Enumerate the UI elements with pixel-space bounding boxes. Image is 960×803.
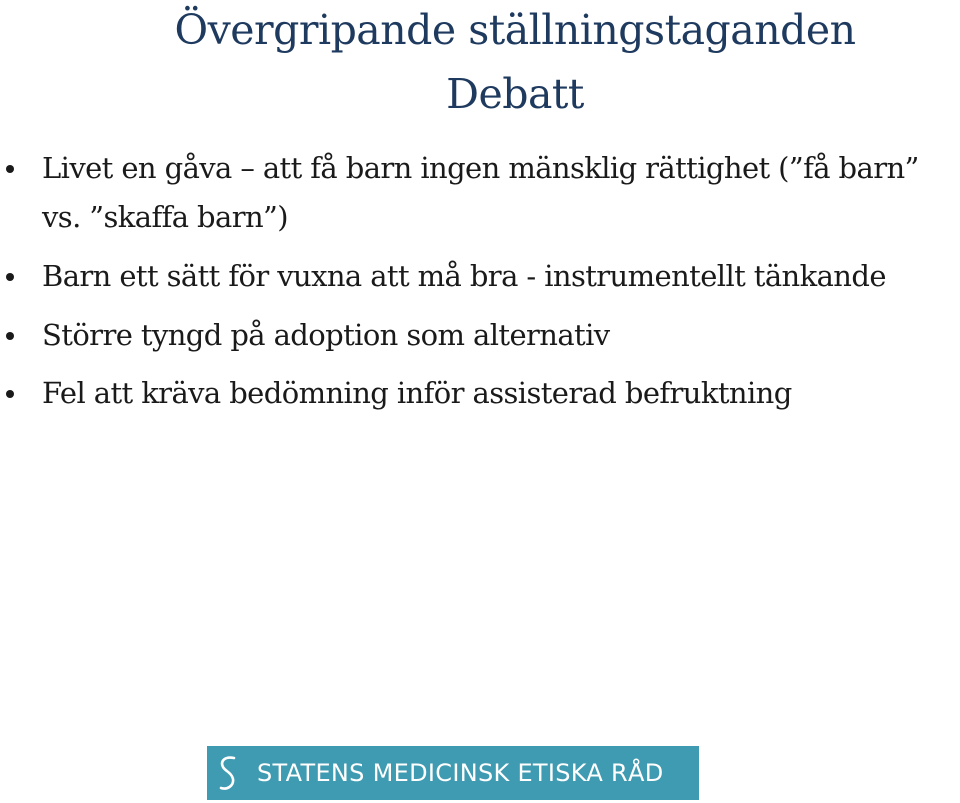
bullet-list: [0, 144, 960, 428]
slide-subtitle: Debatt: [446, 70, 584, 118]
bullet-dot-icon: [6, 273, 14, 281]
organization-logo: [207, 746, 699, 800]
bullet-dot-icon: [6, 390, 14, 398]
bullet-item: [0, 144, 960, 242]
bullet-text: Livet en gåva – att få barn ingen mänsklig rättighet (”få barn” vs. ”skaffa barn”): [42, 151, 919, 234]
bullet-item: [0, 252, 960, 301]
bullet-text: Större tyngd på adoption som alternativ: [42, 318, 610, 352]
bullet-dot-icon: [6, 332, 14, 340]
bullet-text: Barn ett sätt för vuxna att må bra - instrumentellt tänkande: [42, 259, 886, 293]
bullet-item: [0, 311, 960, 360]
bullet-item: [0, 369, 960, 418]
bullet-dot-icon: [6, 165, 14, 173]
smer-s-mark-icon: [215, 753, 241, 793]
logo-text: STATENS MEDICINSK ETISKA RÅD: [257, 759, 664, 787]
slide-title: Övergripande ställningstaganden: [174, 6, 856, 54]
bullet-text: Fel att kräva bedömning inför assisterad befruktning: [42, 376, 792, 410]
